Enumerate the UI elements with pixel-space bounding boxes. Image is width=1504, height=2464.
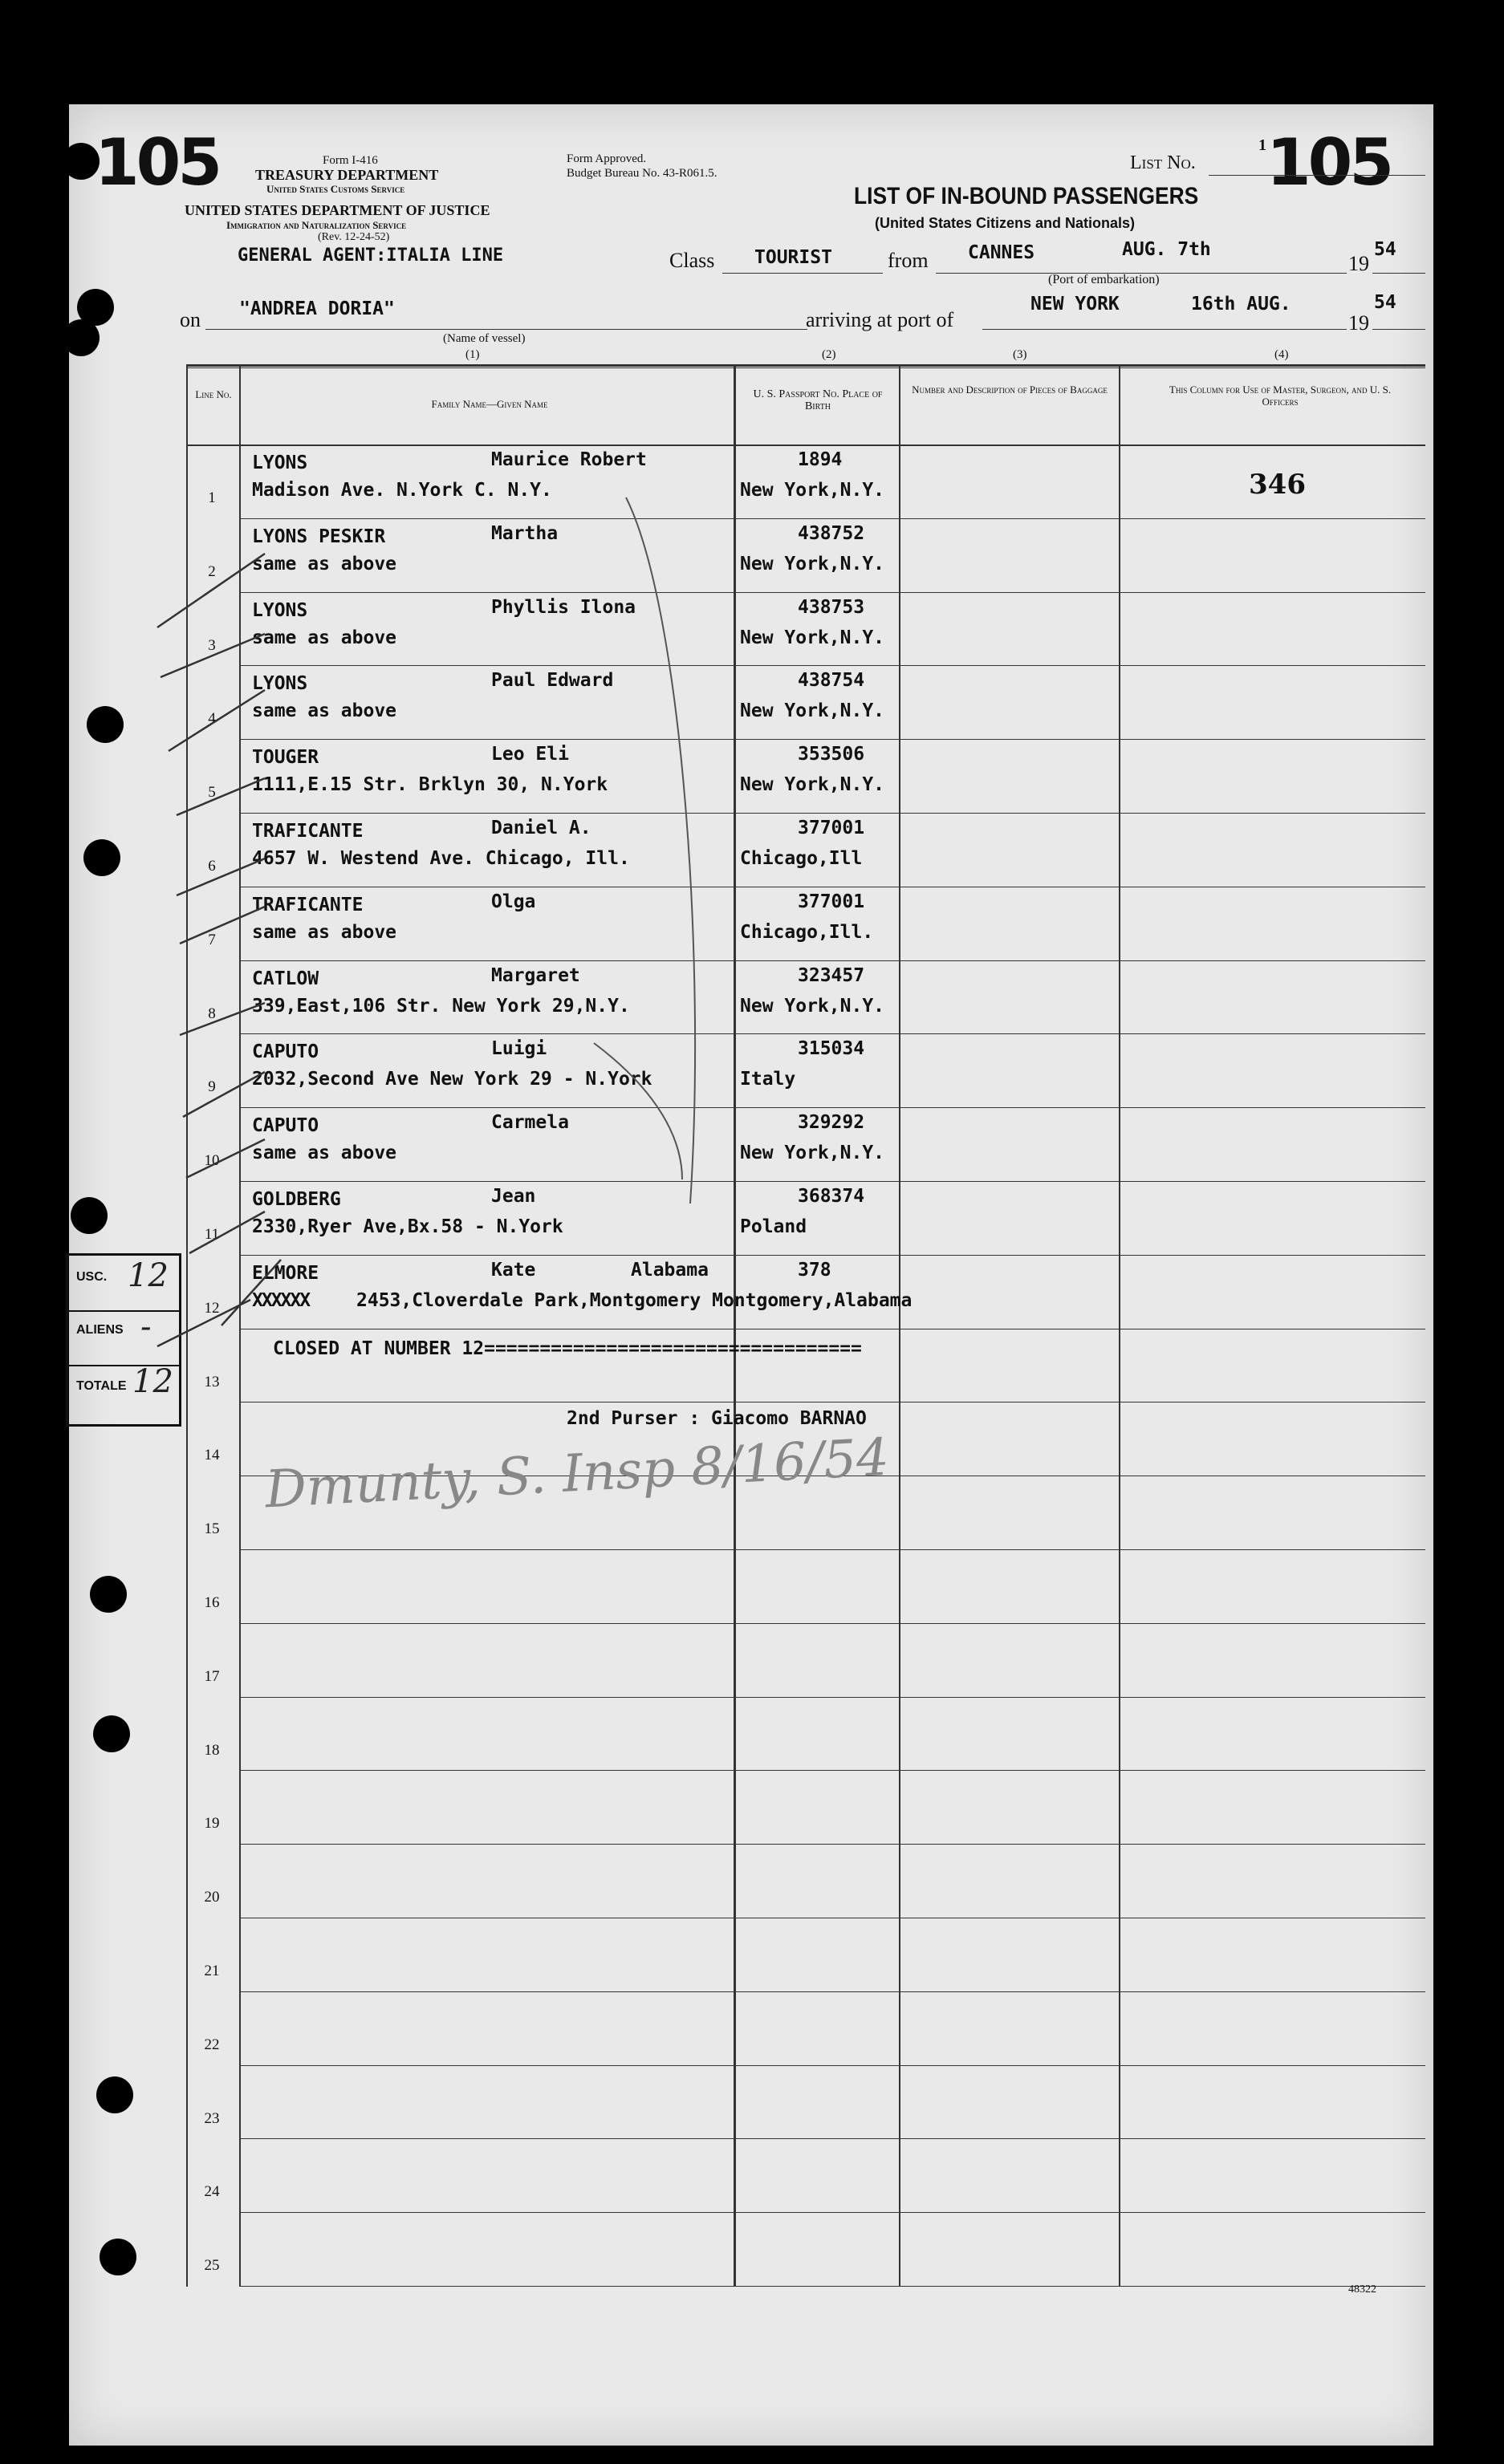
line-number: 10 bbox=[204, 1152, 220, 1170]
place-of-birth: New York,N.Y. bbox=[740, 1143, 885, 1164]
address: same as above bbox=[252, 921, 397, 943]
place-of-birth: Chicago,Ill. bbox=[740, 921, 874, 943]
from-label: from bbox=[888, 249, 929, 272]
line-number: 18 bbox=[204, 1741, 220, 1759]
on-label: on bbox=[180, 308, 201, 331]
family-name: LYONS bbox=[252, 599, 308, 621]
line-number: 9 bbox=[208, 1078, 216, 1096]
dept-line-4: Immigration and Naturalization Service bbox=[226, 219, 407, 231]
family-name: TRAFICANTE bbox=[252, 821, 364, 842]
passport-number: 353506 bbox=[798, 744, 865, 765]
year-prefix-2: 19 bbox=[1348, 311, 1369, 335]
col-num-2: (2) bbox=[822, 348, 836, 361]
family-name: LYONS bbox=[252, 673, 308, 695]
closed-note: CLOSED AT NUMBER 12================================== bbox=[273, 1338, 862, 1359]
line-number: 3 bbox=[208, 636, 216, 654]
year-suffix-1: 54 bbox=[1374, 239, 1396, 260]
form-revision: (Rev. 12-24-52) bbox=[318, 231, 390, 243]
line-number: 24 bbox=[204, 2183, 220, 2201]
col-header-passport: U. S. Passport No. Place of Birth bbox=[753, 388, 883, 412]
place-of-birth: Chicago,Ill bbox=[740, 848, 863, 869]
line-number: 2 bbox=[208, 562, 216, 580]
list-number-stamp-right: 105 bbox=[1266, 125, 1391, 200]
passport-number: 315034 bbox=[798, 1038, 865, 1060]
given-name: Martha bbox=[491, 522, 559, 544]
place-of-birth: Italy bbox=[740, 1069, 796, 1090]
vessel-name: "ANDREA DORIA" bbox=[239, 298, 395, 319]
total-label: TOTALE bbox=[76, 1379, 127, 1393]
address: same as above bbox=[252, 627, 397, 648]
line-number: 5 bbox=[208, 784, 216, 802]
arrival-port: NEW YORK bbox=[1030, 294, 1120, 315]
given-name: Margaret bbox=[491, 964, 580, 986]
address: same as above bbox=[252, 1143, 397, 1164]
place-of-birth: New York,N.Y. bbox=[740, 553, 885, 574]
given-name: Kate bbox=[491, 1259, 536, 1281]
line-number: 16 bbox=[204, 1593, 220, 1611]
family-name: CATLOW bbox=[252, 968, 319, 989]
line-number: 21 bbox=[204, 1962, 220, 1979]
address: 4657 W. Westend Ave. Chicago, Ill. bbox=[252, 848, 630, 869]
given-name: Leo Eli bbox=[491, 744, 569, 765]
usc-label: USC. bbox=[76, 1270, 108, 1284]
given-name: Olga bbox=[491, 891, 536, 912]
list-no-small: 1 bbox=[1258, 136, 1266, 154]
family-name: LYONS PESKIR bbox=[252, 526, 386, 547]
address: 1111,E.15 Str. Brklyn 30, N.York bbox=[252, 774, 608, 796]
aliens-value: - bbox=[140, 1309, 152, 1346]
passport-number: 438754 bbox=[798, 670, 865, 692]
address: 2330,Ryer Ave,Bx.58 - N.York bbox=[252, 1216, 563, 1237]
place-of-birth: New York,N.Y. bbox=[740, 480, 885, 501]
address: 2453,Cloverdale Park,Montgomery Montgomery,Alabama bbox=[356, 1289, 913, 1311]
given-name-extra: Alabama bbox=[631, 1259, 709, 1281]
family-name: LYONS bbox=[252, 453, 308, 473]
footer-code: 48322 bbox=[1348, 2283, 1376, 2296]
col-header-baggage: Number and Description of Pieces of Baggage bbox=[912, 384, 1108, 396]
line-number: 7 bbox=[208, 931, 216, 948]
passport-number: 323457 bbox=[798, 964, 865, 986]
passport-number: 378 bbox=[798, 1259, 831, 1281]
port-embark-label: (Port of embarkation) bbox=[1048, 273, 1160, 286]
line-number: 6 bbox=[208, 857, 216, 875]
family-name: TRAFICANTE bbox=[252, 894, 364, 915]
line-number: 8 bbox=[208, 1005, 216, 1022]
given-name: Phyllis Ilona bbox=[491, 596, 636, 618]
given-name: Daniel A. bbox=[491, 818, 591, 838]
class-value: TOURIST bbox=[754, 247, 832, 268]
dept-line-2: United States Customs Service bbox=[266, 183, 405, 195]
line-number: 1 bbox=[208, 489, 216, 506]
total-value: 12 bbox=[132, 1363, 173, 1400]
inspector-signature: Dmunty, S. Insp 8/16/54 bbox=[263, 1427, 891, 1520]
purser-note: 2nd Purser : Giacomo BARNAO bbox=[567, 1408, 867, 1430]
family-name: CAPUTO bbox=[252, 1041, 319, 1063]
address: Madison Ave. N.York C. N.Y. bbox=[252, 480, 552, 501]
line-number: 15 bbox=[204, 1520, 220, 1538]
line-number: 19 bbox=[204, 1815, 220, 1833]
place-of-birth: New York,N.Y. bbox=[740, 627, 885, 648]
place-of-birth: New York,N.Y. bbox=[740, 700, 885, 722]
general-agent: GENERAL AGENT:ITALIA LINE bbox=[238, 246, 504, 266]
aliens-label: ALIENS bbox=[76, 1323, 124, 1337]
list-no-label: List No. bbox=[1130, 152, 1196, 173]
place-of-birth: Poland bbox=[740, 1216, 807, 1237]
line-number: 14 bbox=[204, 1447, 220, 1464]
address: 339,East,106 Str. New York 29,N.Y. bbox=[252, 995, 630, 1017]
form-number: Form I-416 bbox=[323, 154, 378, 167]
from-port: CANNES bbox=[968, 242, 1035, 263]
usc-value: 12 bbox=[128, 1257, 169, 1294]
passport-number: 368374 bbox=[798, 1186, 865, 1207]
line-number: 22 bbox=[204, 2036, 220, 2053]
budget-bureau: Budget Bureau No. 43-R061.5. bbox=[567, 167, 717, 180]
dept-line-3: UNITED STATES DEPARTMENT OF JUSTICE bbox=[185, 202, 490, 218]
line-number: 17 bbox=[204, 1667, 220, 1685]
year-suffix-2: 54 bbox=[1374, 292, 1396, 313]
vessel-label: (Name of vessel) bbox=[443, 332, 526, 345]
given-name: Paul Edward bbox=[491, 670, 614, 692]
passport-number: 377001 bbox=[798, 891, 865, 912]
family-name: TOUGER bbox=[252, 747, 319, 769]
passport-number: 438753 bbox=[798, 596, 865, 618]
arriving-label: arriving at port of bbox=[806, 308, 954, 331]
family-name: CAPUTO bbox=[252, 1115, 319, 1137]
address: same as above bbox=[252, 553, 397, 574]
passport-number: 1894 bbox=[798, 449, 843, 470]
passport-number: 329292 bbox=[798, 1112, 865, 1134]
dept-line-1: TREASURY DEPARTMENT bbox=[255, 167, 439, 183]
place-of-birth: New York,N.Y. bbox=[740, 774, 885, 796]
line-number: 12 bbox=[204, 1299, 220, 1317]
family-name: GOLDBERG bbox=[252, 1189, 341, 1210]
line-number: 11 bbox=[204, 1225, 220, 1243]
col-header-line-no: Line No. bbox=[195, 388, 232, 400]
year-prefix-1: 19 bbox=[1348, 252, 1369, 275]
address-struck: XXXXXX bbox=[252, 1289, 310, 1311]
address: same as above bbox=[252, 700, 397, 722]
arrival-date: 16th AUG. bbox=[1191, 294, 1291, 315]
col-num-4: (4) bbox=[1274, 348, 1289, 361]
family-name: ELMORE bbox=[252, 1262, 319, 1284]
officer-note: 346 bbox=[1249, 469, 1306, 501]
col-header-name: Family Name—Given Name bbox=[431, 398, 548, 410]
passport-number: 377001 bbox=[798, 818, 865, 838]
form-title: LIST OF IN-BOUND PASSENGERS bbox=[854, 183, 1199, 209]
col-num-3: (3) bbox=[1013, 348, 1027, 361]
given-name: Carmela bbox=[491, 1112, 569, 1134]
given-name: Maurice Robert bbox=[491, 449, 647, 470]
form-approved: Form Approved. bbox=[567, 152, 647, 165]
line-number: 13 bbox=[204, 1373, 220, 1390]
from-date: AUG. 7th bbox=[1122, 239, 1211, 260]
line-number: 4 bbox=[208, 710, 216, 728]
passport-number: 438752 bbox=[798, 522, 865, 544]
address: 2032,Second Ave New York 29 - N.York bbox=[252, 1069, 652, 1090]
place-of-birth: New York,N.Y. bbox=[740, 995, 885, 1017]
given-name: Jean bbox=[491, 1186, 536, 1207]
line-number: 25 bbox=[204, 2257, 220, 2275]
class-label: Class bbox=[669, 249, 715, 272]
list-number-stamp-left: 105 bbox=[95, 125, 219, 200]
line-number: 20 bbox=[204, 1889, 220, 1906]
form-subtitle: (United States Citizens and Nationals) bbox=[875, 215, 1136, 231]
col-num-1: (1) bbox=[465, 348, 480, 361]
line-number: 23 bbox=[204, 2109, 220, 2127]
given-name: Luigi bbox=[491, 1038, 547, 1060]
col-header-officers: This Column for Use of Master, Surgeon, and U. S. Officers bbox=[1169, 384, 1392, 408]
